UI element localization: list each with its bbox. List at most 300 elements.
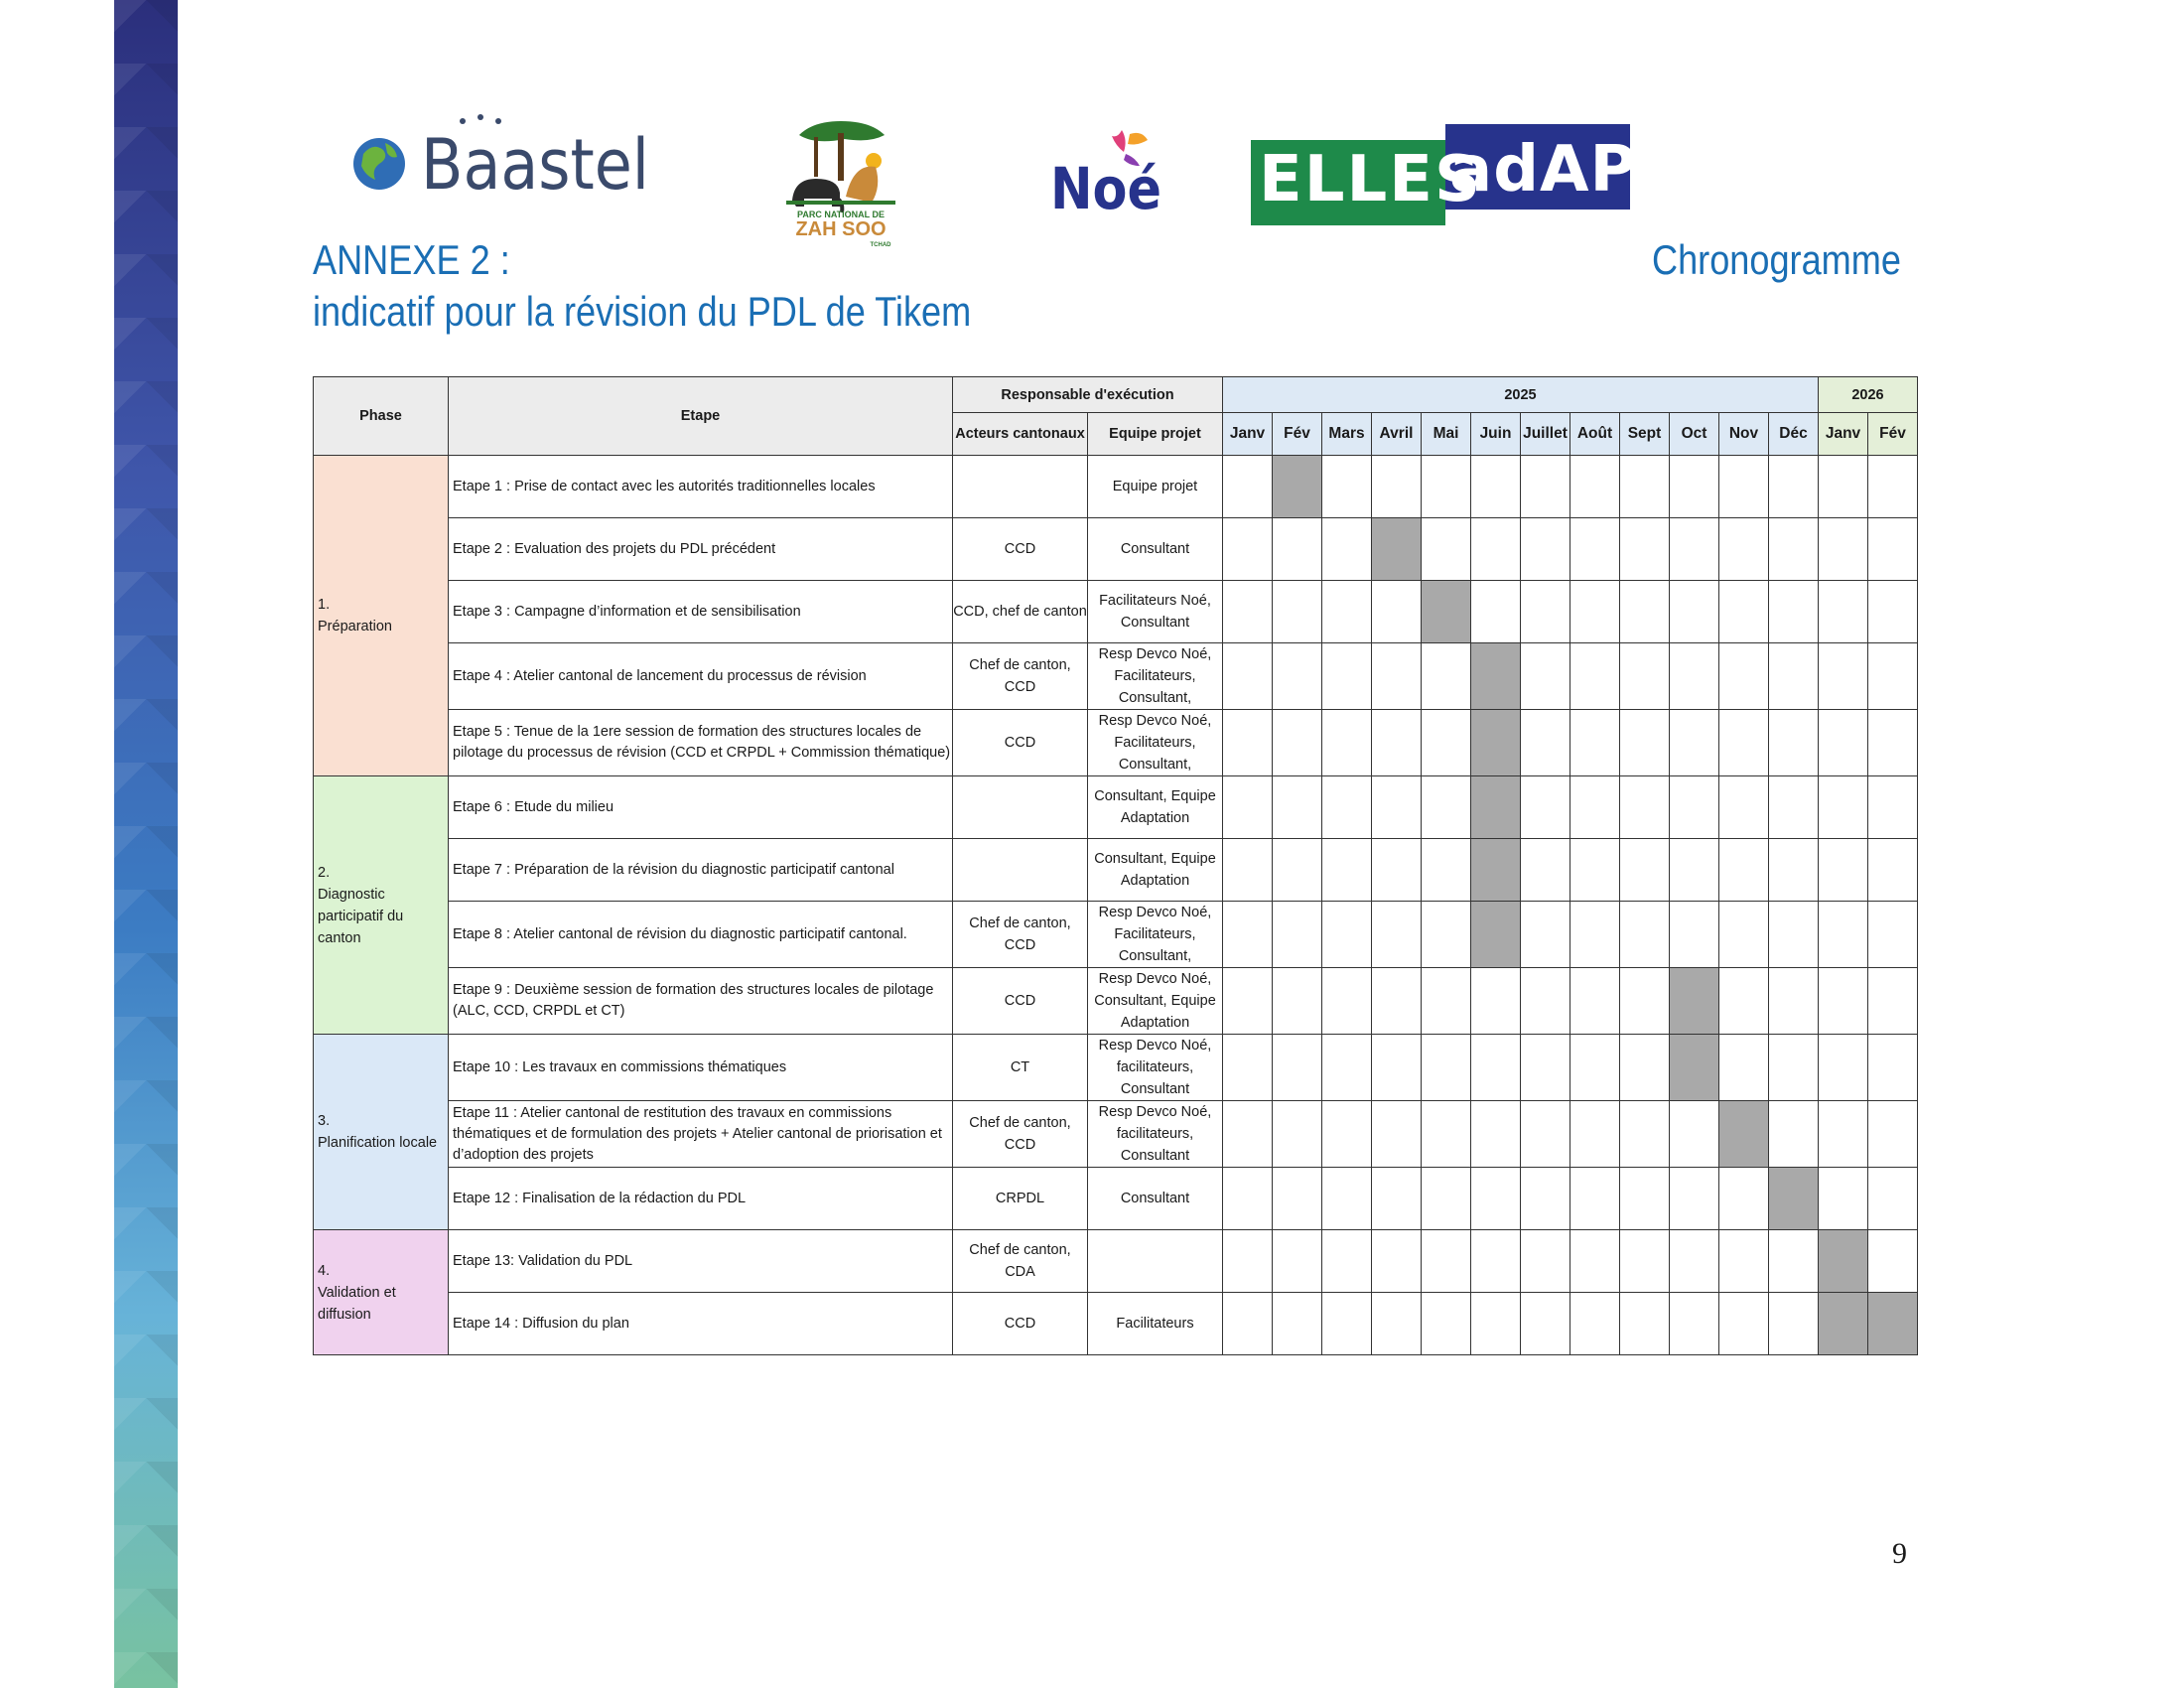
schedule-cell [1372,456,1422,518]
header-responsable: Responsable d'exécution [953,377,1223,413]
schedule-cell-active [1471,710,1521,776]
schedule-cell [1223,518,1273,581]
schedule-cell [1422,776,1471,839]
etape-cell: Etape 11 : Atelier cantonal de restitution des travaux en commissions thématiques et de formulation des projets + Atelier cantonal de priorisation et d’adoption des projets [449,1101,953,1168]
schedule-cell [1570,581,1620,643]
schedule-cell [1372,581,1422,643]
schedule-cell-active [1273,456,1322,518]
schedule-cell [1322,581,1372,643]
schedule-cell [1521,581,1570,643]
schedule-cell [1719,968,1769,1035]
schedule-cell [1273,581,1322,643]
annex-title: ANNEXE 2 : [313,236,510,283]
phase-number: 1. [318,597,331,613]
ellesadapt-logo-elles-text: ELLES [1259,143,1483,216]
schedule-cell [1570,518,1620,581]
ellesadapt-logo-adapt-text: adAPt [1449,133,1670,207]
schedule-cell [1670,902,1719,968]
schedule-cell [1819,1035,1868,1101]
schedule-cell [1372,839,1422,902]
schedule-cell [1769,1035,1819,1101]
schedule-cell [1322,968,1372,1035]
etape-cell: Etape 9 : Deuxième session de formation des structures locales de pilotage (ALC, CCD, CRPDL et CT) [449,968,953,1035]
schedule-cell [1769,902,1819,968]
schedule-cell [1570,1035,1620,1101]
schedule-cell [1868,1168,1918,1230]
schedule-cell [1819,581,1868,643]
equipe-cell: Consultant, Equipe Adaptation [1088,776,1223,839]
equipe-cell [1088,1230,1223,1293]
schedule-cell [1620,1293,1670,1355]
equipe-cell: Consultant, Equipe Adaptation [1088,839,1223,902]
schedule-cell [1670,643,1719,710]
schedule-cell [1620,902,1670,968]
schedule-cell [1223,968,1273,1035]
phase-cell [314,456,449,776]
schedule-cell [1422,1168,1471,1230]
schedule-cell [1769,643,1819,710]
acteurs-cell: CCD [953,1293,1088,1355]
schedule-cell-active [1372,518,1422,581]
equipe-cell: Facilitateurs Noé, Consultant [1088,581,1223,643]
month-header: Avril [1372,413,1422,456]
schedule-cell [1422,710,1471,776]
noe-logo [1050,124,1164,213]
etape-cell: Etape 6 : Etude du milieu [449,776,953,839]
schedule-cell [1273,1101,1322,1168]
schedule-cell-active [1471,902,1521,968]
schedule-cell [1670,1168,1719,1230]
table-row [314,1230,1918,1293]
schedule-cell [1223,456,1273,518]
schedule-cell [1620,581,1670,643]
schedule-cell [1868,968,1918,1035]
acteurs-cell: Chef de canton, CDA [953,1230,1088,1293]
noe-logo-text: Noé [1050,155,1161,213]
etape-cell: Etape 4 : Atelier cantonal de lancement du processus de révision [449,643,953,710]
schedule-cell [1521,643,1570,710]
schedule-cell [1868,1101,1918,1168]
schedule-cell [1620,776,1670,839]
schedule-cell [1769,581,1819,643]
schedule-cell [1719,710,1769,776]
table-row [314,902,1918,968]
schedule-cell [1570,1101,1620,1168]
schedule-cell [1769,1101,1819,1168]
schedule-cell [1273,1293,1322,1355]
schedule-cell [1322,839,1372,902]
schedule-cell [1719,456,1769,518]
schedule-cell-active [1769,1168,1819,1230]
table-row [314,1293,1918,1355]
table-row [314,839,1918,902]
schedule-cell [1372,902,1422,968]
schedule-cell [1570,1230,1620,1293]
schedule-cell [1868,1230,1918,1293]
schedule-cell [1769,456,1819,518]
ellesadapt-logo [1251,124,1670,225]
schedule-cell [1620,643,1670,710]
acteurs-cell: CCD [953,518,1088,581]
etape-cell: Etape 2 : Evaluation des projets du PDL précédent [449,518,953,581]
schedule-cell [1570,776,1620,839]
phase-number: 4. [318,1262,331,1279]
page-number: 9 [1892,1537,1907,1570]
schedule-cell [1521,1168,1570,1230]
schedule-cell [1273,776,1322,839]
etape-cell: Etape 14 : Diffusion du plan [449,1293,953,1355]
equipe-cell: Consultant [1088,518,1223,581]
schedule-cell-active [1471,643,1521,710]
schedule-cell [1422,1035,1471,1101]
chronogramme-title: Chronogramme [1652,236,1901,283]
phase-cell [314,1230,449,1355]
schedule-cell-active [1819,1230,1868,1293]
schedule-cell [1372,643,1422,710]
schedule-cell [1372,1168,1422,1230]
month-header: Sept [1620,413,1670,456]
schedule-cell [1769,839,1819,902]
schedule-cell [1273,1230,1322,1293]
schedule-cell [1620,518,1670,581]
schedule-cell [1868,643,1918,710]
table-row [314,581,1918,643]
zahsoo-logo-top: PARC NATIONAL DE [796,210,886,219]
schedule-cell-active [1471,839,1521,902]
etape-cell: Etape 8 : Atelier cantonal de révision du diagnostic participatif cantonal. [449,902,953,968]
schedule-cell [1819,643,1868,710]
schedule-cell-active [1471,776,1521,839]
schedule-cell [1372,1101,1422,1168]
schedule-cell-active [1719,1101,1769,1168]
schedule-cell [1422,1293,1471,1355]
etape-cell: Etape 10 : Les travaux en commissions thématiques [449,1035,953,1101]
month-header: Janv [1223,413,1273,456]
schedule-cell [1223,1035,1273,1101]
schedule-cell [1868,518,1918,581]
header-year-2026: 2026 [1819,377,1918,413]
schedule-cell [1719,902,1769,968]
equipe-cell: Resp Devco Noé, facilitateurs, Consultant [1088,1101,1223,1168]
schedule-cell [1769,518,1819,581]
schedule-cell [1719,776,1769,839]
equipe-cell: Resp Devco Noé, Facilitateurs, Consultant, [1088,643,1223,710]
schedule-cell [1868,710,1918,776]
schedule-cell [1570,456,1620,518]
schedule-cell [1322,456,1372,518]
schedule-cell [1322,518,1372,581]
schedule-cell [1372,1230,1422,1293]
month-header: Août [1570,413,1620,456]
schedule-cell [1620,839,1670,902]
phase-number: 3. [318,1113,331,1129]
schedule-cell-active [1670,968,1719,1035]
etape-cell: Etape 5 : Tenue de la 1ere session de formation des structures locales de pilotage du processus de révision (CCD et CRPDL + Commission thématique) [449,710,953,776]
zahsoo-logo-sub: TCHAD [870,242,891,248]
schedule-cell [1422,839,1471,902]
schedule-cell [1719,643,1769,710]
schedule-cell [1620,1230,1670,1293]
equipe-cell: Equipe projet [1088,456,1223,518]
schedule-cell [1570,643,1620,710]
schedule-cell [1273,1035,1322,1101]
phase-label: Préparation [318,619,392,634]
schedule-cell [1769,968,1819,1035]
schedule-cell [1620,710,1670,776]
equipe-cell: Resp Devco Noé, Facilitateurs, Consultant, [1088,902,1223,968]
phase-cell [314,776,449,1035]
month-header: Nov [1719,413,1769,456]
schedule-cell [1471,581,1521,643]
zahsoo-logo-main: ZAH SOO [795,218,887,240]
schedule-cell [1620,1168,1670,1230]
schedule-cell [1620,1101,1670,1168]
acteurs-cell [953,839,1088,902]
header-equipe: Equipe projet [1088,413,1223,456]
header-phase: Phase [314,377,449,456]
schedule-cell [1422,1101,1471,1168]
schedule-cell [1223,776,1273,839]
schedule-cell [1422,1230,1471,1293]
acteurs-cell: Chef de canton, CCD [953,643,1088,710]
schedule-cell [1372,1293,1422,1355]
schedule-cell [1471,1101,1521,1168]
schedule-cell [1223,581,1273,643]
schedule-cell [1670,518,1719,581]
schedule-cell [1719,518,1769,581]
equipe-cell: Resp Devco Noé, facilitateurs, Consultant [1088,1035,1223,1101]
schedule-cell [1471,968,1521,1035]
schedule-cell [1868,776,1918,839]
schedule-cell [1719,1230,1769,1293]
schedule-cell [1769,1230,1819,1293]
schedule-cell [1819,456,1868,518]
schedule-cell [1868,581,1918,643]
schedule-cell [1422,643,1471,710]
table-row [314,456,1918,518]
schedule-cell [1670,776,1719,839]
month-header: Mai [1422,413,1471,456]
table-row [314,776,1918,839]
decorative-sidebar-band [114,0,178,1688]
schedule-cell [1570,968,1620,1035]
schedule-cell [1422,968,1471,1035]
schedule-cell [1868,902,1918,968]
schedule-cell-active [1819,1293,1868,1355]
schedule-cell [1223,839,1273,902]
schedule-cell [1322,776,1372,839]
schedule-cell [1868,1035,1918,1101]
acteurs-cell: CT [953,1035,1088,1101]
schedule-cell [1471,1168,1521,1230]
table-row [314,518,1918,581]
schedule-cell [1670,581,1719,643]
schedule-cell [1521,1035,1570,1101]
schedule-cell [1769,776,1819,839]
schedule-cell [1719,1035,1769,1101]
schedule-cell [1719,1168,1769,1230]
schedule-cell [1570,902,1620,968]
schedule-cell [1521,518,1570,581]
schedule-cell [1223,710,1273,776]
chronogram-table [313,376,1918,1355]
schedule-cell [1670,1230,1719,1293]
schedule-cell [1322,1230,1372,1293]
schedule-cell [1521,1293,1570,1355]
equipe-cell: Consultant [1088,1168,1223,1230]
phase-label: Validation et diffusion [318,1284,396,1323]
schedule-cell [1273,839,1322,902]
schedule-cell [1223,902,1273,968]
schedule-cell [1322,1101,1372,1168]
schedule-cell [1819,839,1868,902]
acteurs-cell [953,456,1088,518]
schedule-cell [1273,902,1322,968]
schedule-cell [1570,1168,1620,1230]
schedule-cell [1819,902,1868,968]
schedule-cell [1471,1230,1521,1293]
schedule-cell [1670,839,1719,902]
schedule-cell [1521,839,1570,902]
phase-number: 2. [318,864,331,881]
schedule-cell [1521,902,1570,968]
schedule-cell [1719,581,1769,643]
schedule-cell [1521,776,1570,839]
phase-cell [314,1035,449,1230]
schedule-cell [1570,1293,1620,1355]
schedule-cell [1372,776,1422,839]
table-row [314,1035,1918,1101]
schedule-cell [1819,1168,1868,1230]
schedule-cell [1273,518,1322,581]
equipe-cell: Resp Devco Noé, Facilitateurs, Consultant, [1088,710,1223,776]
schedule-cell [1670,1101,1719,1168]
etape-cell: Etape 7 : Préparation de la révision du diagnostic participatif cantonal [449,839,953,902]
schedule-cell [1769,1293,1819,1355]
acteurs-cell: Chef de canton, CCD [953,902,1088,968]
schedule-cell [1521,710,1570,776]
schedule-cell [1223,1168,1273,1230]
schedule-cell [1322,1293,1372,1355]
annex-subtitle: indicatif pour la révision du PDL de Tikem [313,288,972,335]
schedule-cell [1471,1035,1521,1101]
schedule-cell [1719,1293,1769,1355]
schedule-cell [1372,968,1422,1035]
schedule-cell [1273,1168,1322,1230]
header-acteurs: Acteurs cantonaux [953,413,1088,456]
table-row [314,710,1918,776]
schedule-cell-active [1422,581,1471,643]
schedule-cell [1372,1035,1422,1101]
month-header: Fév [1273,413,1322,456]
schedule-cell [1422,456,1471,518]
schedule-cell [1819,776,1868,839]
etape-cell: Etape 12 : Finalisation de la rédaction du PDL [449,1168,953,1230]
acteurs-cell: CCD [953,710,1088,776]
acteurs-cell: CCD, chef de canton [953,581,1088,643]
schedule-cell [1719,839,1769,902]
month-header: Déc [1769,413,1819,456]
schedule-cell [1422,902,1471,968]
schedule-cell [1471,518,1521,581]
schedule-cell [1670,710,1719,776]
acteurs-cell: CRPDL [953,1168,1088,1230]
schedule-cell [1273,710,1322,776]
schedule-cell [1273,643,1322,710]
header-etape: Etape [449,377,953,456]
acteurs-cell: Chef de canton, CCD [953,1101,1088,1168]
schedule-cell [1471,1293,1521,1355]
schedule-cell [1372,710,1422,776]
schedule-cell [1620,1035,1670,1101]
equipe-cell: Resp Devco Noé, Consultant, Equipe Adaptation [1088,968,1223,1035]
month-header: Oct [1670,413,1719,456]
schedule-cell [1819,1101,1868,1168]
etape-cell: Etape 1 : Prise de contact avec les autorités traditionnelles locales [449,456,953,518]
table-row [314,643,1918,710]
schedule-cell [1223,643,1273,710]
schedule-cell-active [1868,1293,1918,1355]
month-header: Mars [1322,413,1372,456]
schedule-cell [1521,1230,1570,1293]
phase-label: Planification locale [318,1135,438,1151]
schedule-cell [1273,968,1322,1035]
schedule-cell [1471,456,1521,518]
schedule-cell [1223,1101,1273,1168]
schedule-cell [1322,643,1372,710]
schedule-cell [1322,1035,1372,1101]
schedule-cell [1521,456,1570,518]
schedule-cell [1868,456,1918,518]
acteurs-cell: CCD [953,968,1088,1035]
etape-cell: Etape 3 : Campagne d’information et de sensibilisation [449,581,953,643]
table-row [314,968,1918,1035]
schedule-cell [1819,518,1868,581]
schedule-cell [1322,1168,1372,1230]
acteurs-cell [953,776,1088,839]
schedule-cell [1620,456,1670,518]
month-header: Juin [1471,413,1521,456]
schedule-cell [1570,839,1620,902]
schedule-cell [1620,968,1670,1035]
month-header: Juillet [1521,413,1570,456]
header-year-2025: 2025 [1223,377,1819,413]
equipe-cell: Facilitateurs [1088,1293,1223,1355]
schedule-cell [1670,456,1719,518]
schedule-cell [1322,710,1372,776]
schedule-cell [1322,902,1372,968]
schedule-cell [1769,710,1819,776]
schedule-cell-active [1670,1035,1719,1101]
schedule-cell [1223,1293,1273,1355]
phase-label: Diagnostic participatif du canton [318,886,404,946]
schedule-cell [1223,1230,1273,1293]
schedule-cell [1570,710,1620,776]
schedule-cell [1819,710,1868,776]
table-row [314,1168,1918,1230]
schedule-cell [1868,839,1918,902]
schedule-cell [1819,968,1868,1035]
schedule-cell [1521,968,1570,1035]
month-header: Janv [1819,413,1868,456]
schedule-cell [1521,1101,1570,1168]
etape-cell: Etape 13: Validation du PDL [449,1230,953,1293]
schedule-cell [1670,1293,1719,1355]
schedule-cell [1422,518,1471,581]
zahsoo-park-logo [786,117,895,248]
baastel-logo [349,109,657,209]
baastel-logo-text: Baastel [421,124,649,206]
